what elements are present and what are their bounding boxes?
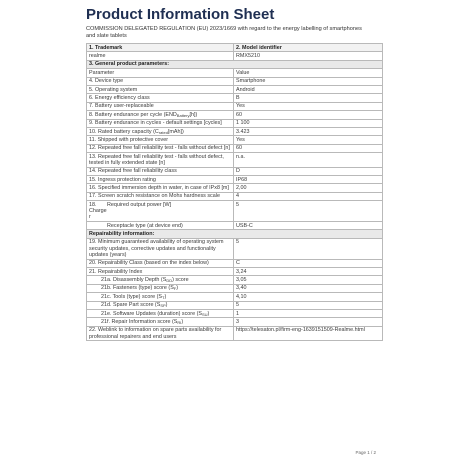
row-label: 21. Repairability Index xyxy=(87,268,234,276)
battery-endurance-label: 8. Battery endurance per cycle $(END_{Battery}[h])$ xyxy=(87,111,234,119)
table-row xyxy=(87,69,383,77)
spare-parts-weblink[interactable]: https://telesaton.pl/firm-eng-1639151509-Realme.html xyxy=(234,326,383,341)
row-label: 19. Minimum guaranteed availability of operating system security updates, corrective updates and functionality updates (years) xyxy=(87,238,234,259)
row-value: Smartphone xyxy=(234,77,383,85)
row-value: n.a. xyxy=(234,153,383,168)
row-label: 7. Battery user-replaceable xyxy=(87,102,234,110)
row-value: 5 xyxy=(234,238,383,259)
row-label: 12. Repeated free fall reliability test - falls without defect [n] xyxy=(87,144,234,152)
table-row xyxy=(87,44,383,52)
battery-capacity-label: 10. Rated battery capacity $(C_{rated}[mAh])$ xyxy=(87,127,234,135)
table-row xyxy=(87,184,383,192)
subscore-label: 21d. Spare Part score $(S_{SP})$ xyxy=(87,301,234,309)
charger-receptacle-cell xyxy=(87,222,234,230)
row-value: 3.423 xyxy=(234,127,383,135)
row-value: Value xyxy=(234,69,383,77)
row-label: 5. Operating system xyxy=(87,85,234,93)
charger-power-label: Required output power [W] xyxy=(107,201,172,208)
row-label: Parameter xyxy=(87,69,234,77)
subscore-label: 21f. Repair Information score $(S_{RI})$ xyxy=(87,318,234,326)
subscore-label: 21e. Software Updates (duration) score $(S_{SU})$ xyxy=(87,309,234,317)
model-value: RMX5210 xyxy=(234,52,383,60)
row-label: 16. Specified immersion depth in water, in case of IPx8 [m] xyxy=(87,184,234,192)
row-value: 3 xyxy=(234,318,383,326)
table-row xyxy=(87,268,383,276)
table-row xyxy=(87,276,383,284)
row-label: 14. Repeated free fall reliability class xyxy=(87,167,234,175)
row-value: 1 xyxy=(234,309,383,317)
charger-receptacle-value: USB-C xyxy=(234,222,383,230)
table-row xyxy=(87,153,383,168)
row-value: 3,40 xyxy=(234,284,383,292)
row-value: 3,05 xyxy=(234,276,383,284)
table-row xyxy=(87,309,383,317)
row-value: 4 xyxy=(234,192,383,200)
table-row xyxy=(87,77,383,85)
charger-label: 18. Charger xyxy=(89,201,107,221)
row-label: 20. Repairability Class (based on the index below) xyxy=(87,259,234,267)
table-row xyxy=(87,102,383,110)
trademark-value: realme xyxy=(87,52,234,60)
table-row xyxy=(87,136,383,144)
table-row xyxy=(87,176,383,184)
table-row xyxy=(87,119,383,127)
subscore-label: 21b. Fasteners (type) score $(S_F)$ xyxy=(87,284,234,292)
general-section-title: 3. General product parameters: xyxy=(87,60,383,68)
product-info-table xyxy=(86,43,383,341)
row-value: 2,00 xyxy=(234,184,383,192)
row-label: 11. Shipped with protective cover xyxy=(87,136,234,144)
page-title: Product Information Sheet xyxy=(86,6,275,23)
section-header-general xyxy=(87,60,383,68)
subscore-label: 21a. Disassembly Depth $(S_{DD})$ score xyxy=(87,276,234,284)
charger-power-cell xyxy=(87,201,234,222)
table-row xyxy=(87,238,383,259)
row-value: 3,24 xyxy=(234,268,383,276)
row-value: Yes xyxy=(234,102,383,110)
table-row xyxy=(87,259,383,267)
table-row xyxy=(87,127,383,135)
table-row xyxy=(87,85,383,93)
row-value: 4,10 xyxy=(234,293,383,301)
table-row xyxy=(87,301,383,309)
charger-power-value: 5 xyxy=(234,201,383,222)
row-value: 60 xyxy=(234,111,383,119)
row-value: 1 100 xyxy=(234,119,383,127)
table-row xyxy=(87,111,383,119)
table-row xyxy=(87,222,383,230)
section-header-repairability xyxy=(87,230,383,238)
table-row xyxy=(87,144,383,152)
table-row xyxy=(87,94,383,102)
table-row xyxy=(87,293,383,301)
model-label: 2. Model identifier xyxy=(234,44,383,52)
trademark-label: 1. Trademark xyxy=(87,44,234,52)
row-value: D xyxy=(234,167,383,175)
row-label: 15. Ingress protection rating xyxy=(87,176,234,184)
table-row xyxy=(87,284,383,292)
table-row xyxy=(87,167,383,175)
table-row xyxy=(87,52,383,60)
table-row xyxy=(87,326,383,341)
weblink-label: 22. Weblink to information on spare parts availability for professional repairers and end users xyxy=(87,326,234,341)
row-value: 5 xyxy=(234,301,383,309)
row-label: 4. Device type xyxy=(87,77,234,85)
charger-receptacle-label: Receptacle type (at device end) xyxy=(107,222,183,229)
row-label: 6. Energy efficiency class xyxy=(87,94,234,102)
row-value: IP68 xyxy=(234,176,383,184)
repair-section-title: Repairability information: xyxy=(87,230,383,238)
row-value: C xyxy=(234,259,383,267)
table-row xyxy=(87,318,383,326)
row-value: B xyxy=(234,94,383,102)
row-value: 60 xyxy=(234,144,383,152)
row-value: Yes xyxy=(234,136,383,144)
row-value: Android xyxy=(234,85,383,93)
regulation-subtitle: COMMISSION DELEGATED REGULATION (EU) 2023/1669 with regard to the energy labelling of smartphones and slate tablets xyxy=(86,26,362,39)
row-label: 13. Repeated free fall reliability test - falls without defect, tested in fully extended state [n] xyxy=(87,153,234,168)
row-label: 9. Battery endurance in cycles - default settings [cycles] xyxy=(87,119,234,127)
subscore-label: 21c. Tools (type) score $(S_T)$ xyxy=(87,293,234,301)
table-row xyxy=(87,201,383,222)
row-label: 17. Screen scratch resistance on Mohs hardness scale xyxy=(87,192,234,200)
page-number: Page 1 / 2 xyxy=(355,450,376,455)
table-row xyxy=(87,192,383,200)
